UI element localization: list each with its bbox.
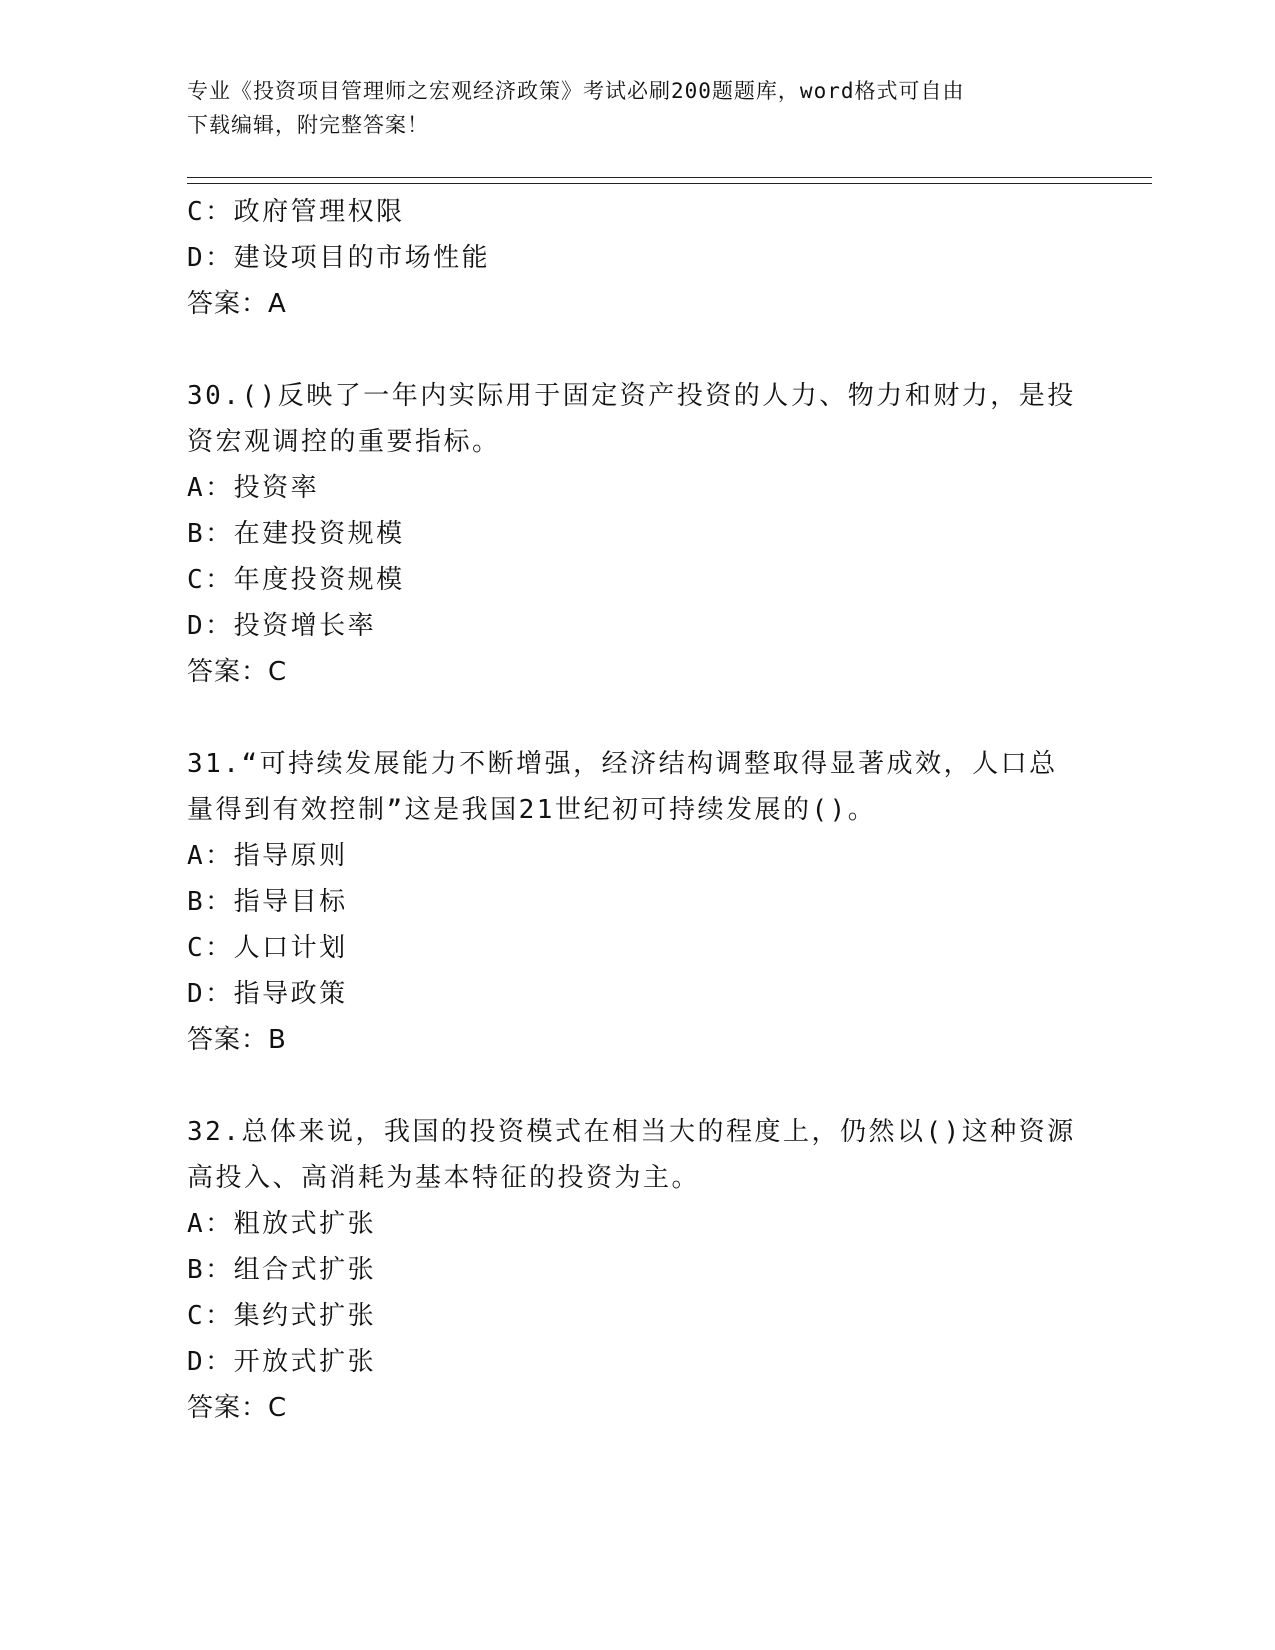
- option-d: D：指导政策: [187, 979, 348, 1009]
- option-d: D：投资增长率: [187, 611, 377, 641]
- header-line-1: 专业《投资项目管理师之宏观经济政策》考试必刷200题题库，word格式可自由: [187, 79, 965, 103]
- option-a: A：粗放式扩张: [187, 1209, 377, 1239]
- question-stem-line: 30.()反映了一年内实际用于固定资产投资的人力、物力和财力，是投: [187, 381, 1076, 411]
- question-item-32: [187, 1109, 1087, 1431]
- header-rule-top: [187, 177, 1152, 178]
- spacer: [187, 695, 1087, 741]
- option-d: D：建设项目的市场性能: [187, 243, 491, 273]
- answer-line: 答案：A: [187, 289, 287, 319]
- spacer: [187, 1063, 1087, 1109]
- question-stem-line: 高投入、高消耗为基本特征的投资为主。: [187, 1163, 701, 1193]
- question-item-30: [187, 373, 1087, 695]
- header-line-2: 下载编辑，附完整答案！: [187, 113, 429, 137]
- answer-line: 答案：C: [187, 657, 288, 687]
- answer-line: 答案：C: [187, 1393, 288, 1423]
- option-c: C：人口计划: [187, 933, 348, 963]
- option-d: D：开放式扩张: [187, 1347, 377, 1377]
- question-stem-line: 量得到有效控制”这是我国21世纪初可持续发展的()。: [187, 795, 877, 825]
- question-stem-line: 32.总体来说，我国的投资模式在相当大的程度上，仍然以()这种资源: [187, 1117, 1076, 1147]
- question-item-31: [187, 741, 1087, 1063]
- option-b: B：在建投资规模: [187, 519, 405, 549]
- option-b: B：指导目标: [187, 887, 348, 917]
- option-c: C：年度投资规模: [187, 565, 405, 595]
- option-a: A：指导原则: [187, 841, 348, 871]
- option-a: A：投资率: [187, 473, 320, 503]
- option-b: B：组合式扩张: [187, 1255, 377, 1285]
- question-stem-line: 31.“可持续发展能力不断增强，经济结构调整取得显著成效，人口总: [187, 749, 1058, 779]
- question-list: [187, 189, 1087, 1431]
- header-rule-bottom: [187, 183, 1152, 184]
- question-stem-line: 资宏观调控的重要指标。: [187, 427, 501, 457]
- spacer: [187, 327, 1087, 373]
- option-c: C：政府管理权限: [187, 197, 405, 227]
- option-c: C：集约式扩张: [187, 1301, 377, 1331]
- answer-line: 答案：B: [187, 1025, 287, 1055]
- question-continuation: [187, 189, 1087, 327]
- document-header: [187, 74, 1067, 142]
